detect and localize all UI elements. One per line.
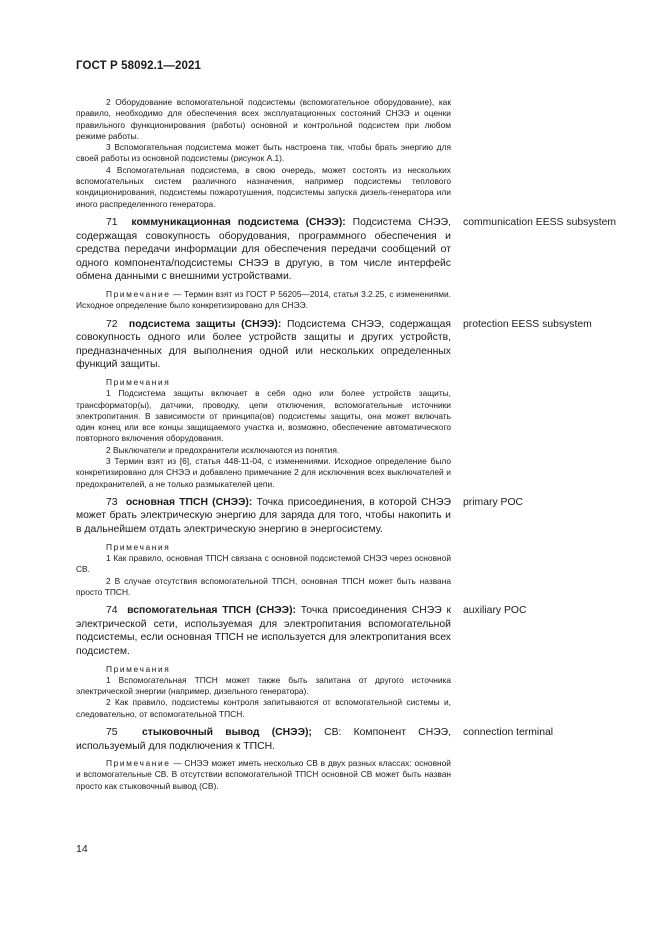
definition-paragraph <box>76 318 451 372</box>
term-note <box>76 758 451 792</box>
page-number: 14 <box>76 843 88 855</box>
term-number: 74 <box>106 605 118 617</box>
notes-heading: Примечания <box>106 663 171 674</box>
term-entry-75 <box>76 726 554 753</box>
term-title: стыковочный вывод (СНЭЭ); <box>141 727 312 738</box>
term-number: 75 <box>106 727 118 738</box>
note-heading: Примечание <box>106 758 171 769</box>
note-heading: Примечание <box>106 288 171 299</box>
english-equivalent: auxiliary POC <box>463 605 527 617</box>
term-definition: Точка присоединения, в которой СНЭЭ может брать электрическую энергию для заряда для того, чтобы накопить и в дальнейшем отдать электрическую энергию в энергосистему. <box>76 496 451 536</box>
note-text: — СНЭЭ может иметь несколько СВ в двух разных классах: основной и вспомогательные СВ. В отсутствии вспомогательной ТПСН основной СВ может быть назван просто как стыковочный вывод (СВ). <box>76 758 451 791</box>
note-paragraph: 1 Вспомогательная ТПСН может также быть запитана от другого источника электрической энергии (например, дизельного генератора). <box>76 674 451 697</box>
term-number: 71 <box>106 216 118 228</box>
definition-paragraph <box>76 604 451 658</box>
term-definition: Подсистема СНЭЭ, содержащая совокупность оборудования, программного обеспечения и средства передачи информации для обеспечения передачи сообщений от одного компонента/подсистемы СНЭЭ в другую, в том числе интерфейс обмена данными с внешними устройствами. <box>76 216 452 283</box>
english-equivalent: communication EESS subsystem <box>463 216 617 228</box>
term-definition: Точка присоединения СНЭЭ к электрической сети, используемая для электропитания вспомогательной подсистемы, если основная ТПСН не используется для электропитания всех подсистем. <box>76 605 452 657</box>
document-body <box>76 97 617 792</box>
note-paragraph: 2 Выключатели и предохранители исключаются из понятия. <box>106 444 340 455</box>
term-definition: Подсистема СНЭЭ, содержащая совокупность одного или более устройств защиты и других устройств, предназначенных для выполнения одной или нескольких определенных функций защиты. <box>76 318 451 371</box>
note-paragraph: 2 Оборудование вспомогательной подсистемы (вспомогательное оборудование), как правило, необходимо для обеспечения всех эксплуатационных состояний СНЭЭ и оценки правильного функционирования (работы) основной и контрольной подсистем при любом режиме работы. <box>76 97 451 141</box>
term-definition: СВ: Компонент СНЭЭ, используемый для подключения к ТПСН. <box>76 727 452 752</box>
english-equivalent: primary POC <box>463 496 524 508</box>
term-title: коммуникационная подсистема (СНЭЭ): <box>131 216 346 228</box>
term-entry-73 <box>76 496 524 537</box>
term-title: основная ТПСН (СНЭЭ): <box>125 496 253 508</box>
note-paragraph: 2 В случае отсутствия вспомогательной ТПСН, основная ТПСН может быть названа просто ТПСН. <box>76 575 451 597</box>
notes-heading: Примечания <box>106 541 171 552</box>
term-entry-71 <box>76 216 617 284</box>
note-paragraph: 3 Термин взят из [6], статья 448-11-04, с изменениями. Исходное определение было конкретизировано для СНЭЭ и добавлено примечание 2 для исключения всех выключателей и предохранителей, а не только размыкателей цепи. <box>76 455 451 489</box>
term-number: 72 <box>106 318 118 330</box>
notes-heading: Примечания <box>106 376 171 387</box>
term-entry-72 <box>76 318 592 372</box>
note-paragraph: 1 Как правило, основная ТПСН связана с основной подсистемой СНЭЭ через основной СВ. <box>76 552 451 575</box>
note-paragraph: 2 Как правило, подсистемы контроля запитываются от вспомогательной системы и, следовательно, от вспомогательной ТПСН. <box>76 697 451 719</box>
definition-paragraph <box>76 216 451 284</box>
term-note <box>76 289 451 312</box>
continued-notes <box>76 97 451 210</box>
definition-paragraph <box>76 726 451 753</box>
term-entry-74 <box>76 604 527 658</box>
term-title: подсистема защиты (СНЭЭ): <box>128 318 282 330</box>
term-title: вспомогательная ТПСН (СНЭЭ): <box>127 605 296 617</box>
note-paragraph: 4 Вспомогательная подсистема, в свою очередь, может состоять из нескольких вспомогательных систем различного назначения, например подсистемы теплового кондиционирования, подсистемы пожаротушения, подсистемы запуска дизель-генератора или иного распределенного генератора. <box>76 164 451 209</box>
english-equivalent: connection terminal <box>463 727 554 738</box>
note-text: — Термин взят из ГОСТ Р 56205—2014, статья 3.2.25, с изменениями. Исходное определение было конкретизировано для СНЭЭ. <box>76 288 451 311</box>
document-header: ГОСТ Р 58092.1—2021 <box>76 60 201 72</box>
english-equivalent: protection EESS subsystem <box>463 318 592 330</box>
note-paragraph: 3 Вспомогательная подсистема может быть настроена так, чтобы брать энергию для своей работы из основной подсистемы (рисунок А.1). <box>76 142 451 164</box>
note-paragraph: 1 Подсистема защиты включает в себя одно или более устройств защиты, трансформатор(ы), датчики, проводку, цепи отключения, вспомогательные источники электропитания. В зависимости от принципа(ов) подсистемы защиты, она может включать один конец или все концы защищаемого участка и, возможно, обеспечение автоматического повторного включения оборудования. <box>76 388 451 444</box>
term-number: 73 <box>106 496 118 508</box>
definition-paragraph <box>76 496 451 537</box>
